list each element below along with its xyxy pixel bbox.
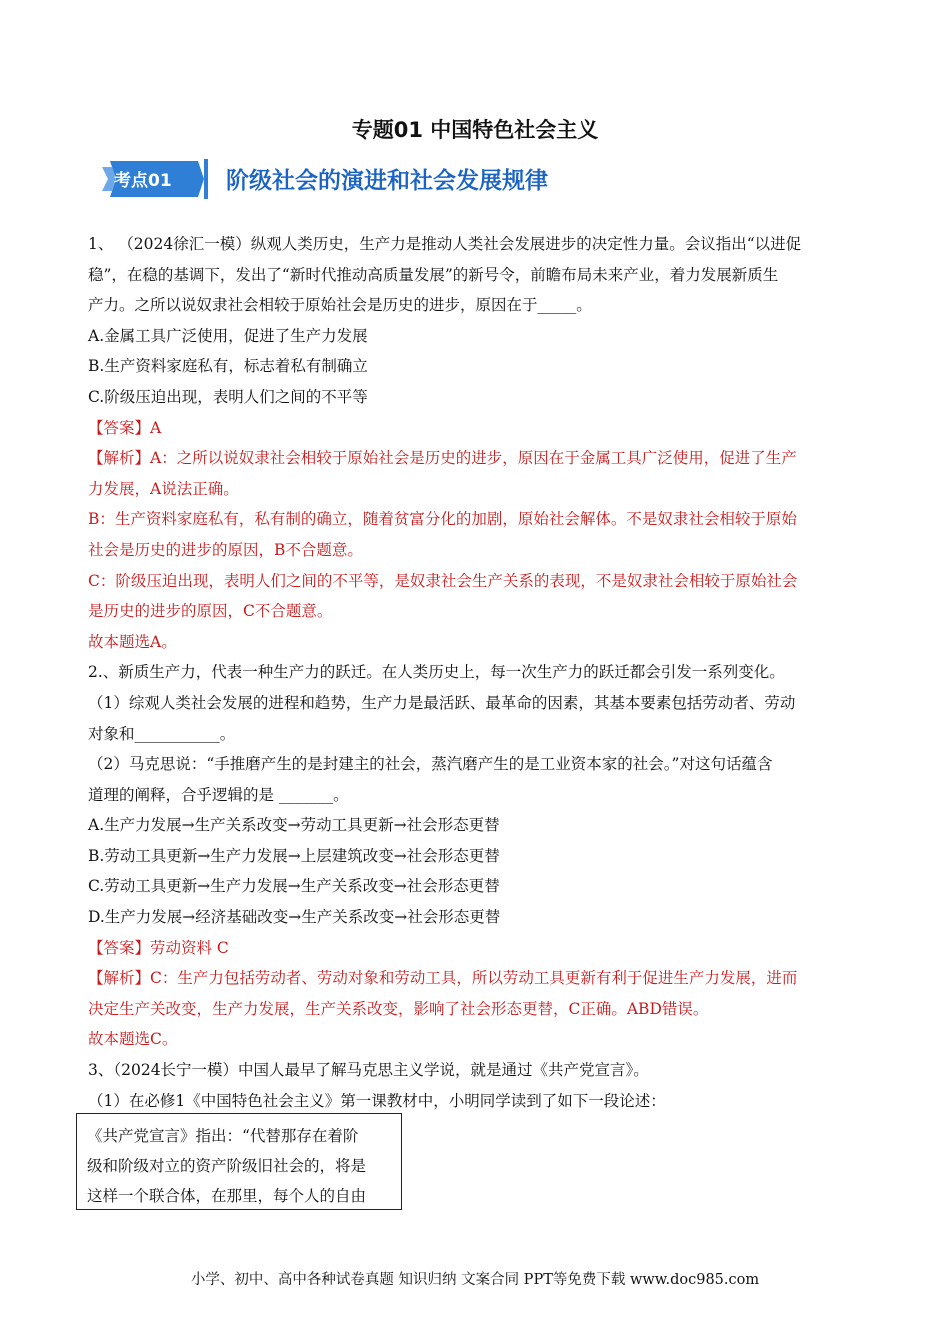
analysis-line: C：阶级压迫出现，表明人们之间的不平等，是奴隶社会生产关系的表现，不是奴隶社会相较于原始社会 bbox=[88, 571, 798, 590]
question-content bbox=[88, 229, 864, 1116]
analysis-line: 【解析】C：生产力包括劳动者、劳动对象和劳动工具，所以劳动工具更新有利于促进生产力发展，进而 bbox=[88, 969, 798, 988]
analysis-line: 【解析】A：之所以说奴隶社会相较于原始社会是历史的进步，原因在于金属工具广泛使用，促进了生产 bbox=[88, 449, 797, 468]
text-line: 产力。之所以说奴隶社会相较于原始社会是历史的进步，原因在于_____。 bbox=[88, 296, 592, 315]
analysis-line: 是历史的进步的原因，C不合题意。 bbox=[88, 602, 333, 621]
quote-line: 这样一个联合体，在那里，每个人的自由 bbox=[87, 1187, 367, 1205]
quote-line: 《共产党宣言》指出：“代替那存在着阶 bbox=[87, 1127, 359, 1145]
text-line: 道理的阐释，合乎逻辑的是 _______。 bbox=[88, 785, 349, 804]
option-line: A.生产力发展→生产关系改变→劳动工具更新→社会形态更替 bbox=[88, 816, 500, 835]
analysis-line: 社会是历史的进步的原因，B不合题意。 bbox=[88, 540, 363, 559]
conclusion-line: 故本题选A。 bbox=[88, 632, 177, 651]
option-line: C.阶级压迫出现，表明人们之间的不平等 bbox=[88, 387, 368, 406]
option-line: B.生产资料家庭私有，标志着私有制确立 bbox=[88, 357, 368, 376]
page-title: 专题01 中国特色社会主义 bbox=[351, 118, 599, 142]
quote-line: 级和阶级对立的资产阶级旧社会的，将是 bbox=[87, 1157, 367, 1175]
option-line: C.劳动工具更新→生产力发展→生产关系改变→社会形态更替 bbox=[88, 877, 500, 896]
quote-box bbox=[76, 1113, 402, 1210]
text-line: （1）在必修1《中国特色社会主义》第一课教材中，小明同学读到了如下一段论述： bbox=[88, 1091, 666, 1110]
text-line: 对象和___________。 bbox=[88, 724, 236, 743]
option-line: D.生产力发展→经济基础改变→生产关系改变→社会形态更替 bbox=[88, 908, 501, 927]
analysis-line: B：生产资料家庭私有，私有制的确立，随着贫富分化的加剧，原始社会解体。不是奴隶社会相较于原始 bbox=[88, 510, 797, 529]
analysis-line: 力发展，A说法正确。 bbox=[88, 479, 239, 498]
conclusion-line: 故本题选C。 bbox=[88, 1030, 178, 1049]
text-line: 稳”，在稳的基调下，发出了“新时代推动高质量发展”的新号令，前瞻布局未来产业，着力发展新质生 bbox=[88, 265, 779, 284]
badge-label: 考点01 bbox=[114, 171, 172, 191]
answer-line: 【答案】A bbox=[88, 418, 162, 437]
text-line: （2）马克思说：“手推磨产生的是封建主的社会，蒸汽磨产生的是工业资本家的社会。”对这句话蕴含 bbox=[88, 755, 773, 774]
answer-line: 【答案】劳动资料 C bbox=[88, 938, 229, 957]
topic-badge bbox=[100, 157, 212, 201]
text-line: 1、 （2024徐汇一模）纵观人类历史，生产力是推动人类社会发展进步的决定性力量。会议指出“以进促 bbox=[88, 235, 802, 253]
option-line: A.金属工具广泛使用，促进了生产力发展 bbox=[88, 326, 368, 345]
text-line: （1）综观人类社会发展的进程和趋势，生产力是最活跃、最革命的因素，其基本要素包括劳动者、劳动 bbox=[88, 693, 796, 712]
text-line: 2.、新质生产力，代表一种生产力的跃迁。在人类历史上，每一次生产力的跃迁都会引发一系列变化。 bbox=[88, 663, 785, 682]
analysis-line: 决定生产关改变，生产力发展，生产关系改变，影响了社会形态更替，C正确。ABD错误。 bbox=[88, 999, 709, 1018]
section-heading: 阶级社会的演进和社会发展规律 bbox=[226, 168, 548, 194]
text-line: 3、（2024长宁一模）中国人最早了解马克思主义学说，就是通过《共产党宣言》。 bbox=[88, 1061, 649, 1080]
page-footer: 小学、初中、高中各种试卷真题 知识归纳 文案合同 PPT等免费下载 www.doc985.com bbox=[190, 1272, 760, 1288]
option-line: B.劳动工具更新→生产力发展→上层建筑改变→社会形态更替 bbox=[88, 846, 500, 865]
